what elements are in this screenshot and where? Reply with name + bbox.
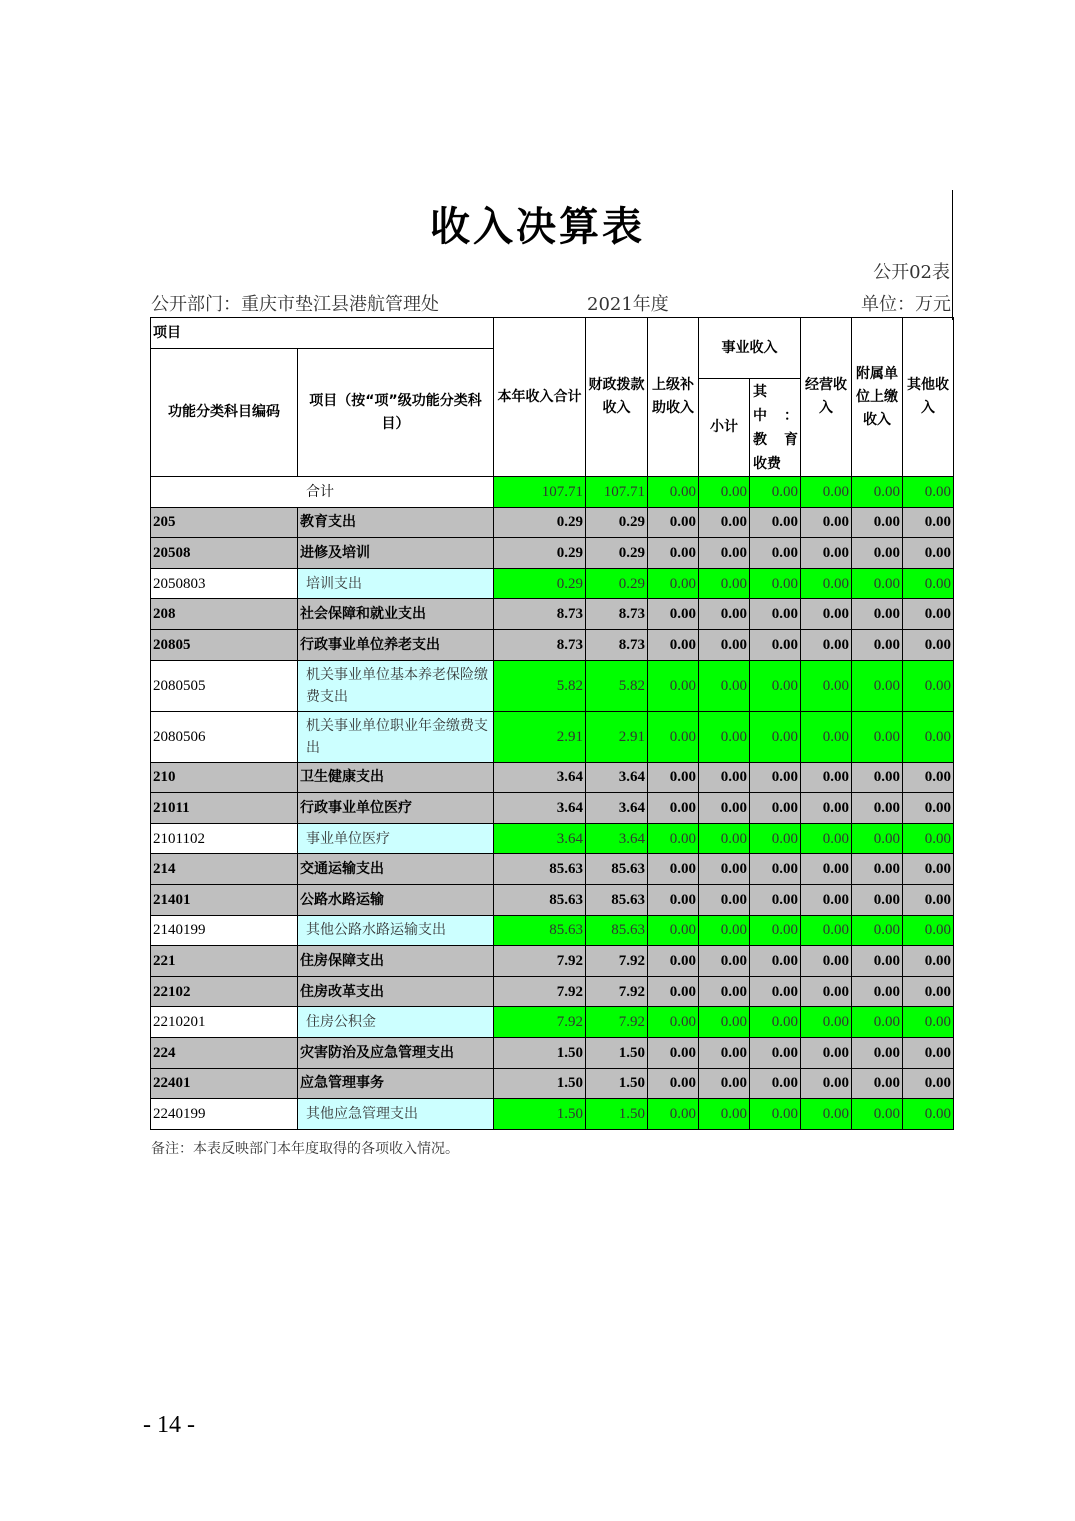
- total-value: 0.00: [801, 477, 852, 508]
- row-value: 0.00: [750, 660, 801, 711]
- page-number: - 14 -: [143, 1412, 195, 1438]
- row-value: 0.00: [801, 1037, 852, 1068]
- row-value: 0.00: [648, 538, 699, 569]
- row-value: 0.00: [801, 1099, 852, 1130]
- department: 公开部门：重庆市垫江县港航管理处: [151, 294, 439, 315]
- row-value: 0.00: [699, 793, 750, 824]
- row-value: 0.00: [648, 1068, 699, 1099]
- report-year: 2021年度: [587, 294, 669, 315]
- row-code: 22401: [151, 1068, 298, 1099]
- row-value: 0.00: [699, 915, 750, 946]
- row-code: 210: [151, 762, 298, 793]
- row-value: 0.00: [903, 599, 954, 630]
- header-other: 其他收入: [903, 318, 954, 477]
- row-value: 0.00: [852, 1037, 903, 1068]
- header-superior: 上级补助收入: [648, 318, 699, 477]
- row-value: 0.00: [801, 915, 852, 946]
- row-value: 0.00: [648, 660, 699, 711]
- row-value: 0.00: [852, 915, 903, 946]
- row-name: 培训支出: [298, 568, 494, 599]
- table-row: [151, 538, 954, 569]
- row-code: 22102: [151, 976, 298, 1007]
- row-value: 0.00: [903, 711, 954, 762]
- row-value: 0.00: [750, 1037, 801, 1068]
- table-row: [151, 507, 954, 538]
- row-value: 8.73: [586, 599, 648, 630]
- header-edu-2a: 中: [753, 407, 767, 424]
- header-edu-fee: [750, 379, 801, 477]
- row-value: 0.00: [750, 629, 801, 660]
- row-name: 应急管理事务: [298, 1068, 494, 1099]
- row-value: 1.50: [494, 1068, 586, 1099]
- row-name: 社会保障和就业支出: [298, 599, 494, 630]
- row-name: 公路水路运输: [298, 884, 494, 915]
- row-value: 8.73: [494, 629, 586, 660]
- income-table: [150, 317, 954, 1130]
- row-value: 0.00: [750, 599, 801, 630]
- row-value: 7.92: [494, 946, 586, 977]
- row-name: 行政事业单位医疗: [298, 793, 494, 824]
- row-value: 0.00: [699, 538, 750, 569]
- table-row: [151, 946, 954, 977]
- row-value: 85.63: [494, 915, 586, 946]
- row-value: 0.00: [648, 1007, 699, 1038]
- row-code: 2210201: [151, 1007, 298, 1038]
- row-name: 卫生健康支出: [298, 762, 494, 793]
- row-code: 2080506: [151, 711, 298, 762]
- row-value: 0.00: [801, 629, 852, 660]
- row-value: 1.50: [586, 1037, 648, 1068]
- table-row: [151, 884, 954, 915]
- row-value: 0.00: [699, 884, 750, 915]
- row-name: 其他应急管理支出: [298, 1099, 494, 1130]
- row-value: 0.00: [648, 507, 699, 538]
- row-value: 0.00: [699, 599, 750, 630]
- row-value: 0.00: [801, 1007, 852, 1038]
- table-number: 公开02表: [873, 262, 950, 283]
- row-value: 2.91: [586, 711, 648, 762]
- header-edu-3b: 育: [784, 431, 798, 448]
- table-row: [151, 976, 954, 1007]
- row-value: 0.00: [648, 711, 699, 762]
- row-value: 0.00: [852, 946, 903, 977]
- row-value: 0.00: [750, 507, 801, 538]
- row-value: 0.00: [903, 1099, 954, 1130]
- row-value: 0.00: [648, 976, 699, 1007]
- row-code: 205: [151, 507, 298, 538]
- row-value: 0.00: [750, 915, 801, 946]
- row-value: 5.82: [586, 660, 648, 711]
- row-code: 2080505: [151, 660, 298, 711]
- row-value: 0.00: [648, 629, 699, 660]
- row-value: 85.63: [494, 854, 586, 885]
- row-value: 0.00: [648, 946, 699, 977]
- row-name: 事业单位医疗: [298, 823, 494, 854]
- row-value: 0.00: [852, 538, 903, 569]
- header-edu-2: [753, 404, 798, 428]
- row-value: 0.00: [750, 854, 801, 885]
- table-row: [151, 660, 954, 711]
- row-value: 0.00: [648, 1099, 699, 1130]
- row-value: 0.00: [903, 538, 954, 569]
- row-value: 1.50: [494, 1037, 586, 1068]
- row-value: 3.64: [494, 823, 586, 854]
- total-value: 0.00: [903, 477, 954, 508]
- row-code: 224: [151, 1037, 298, 1068]
- row-value: 0.00: [903, 762, 954, 793]
- row-value: 0.00: [801, 854, 852, 885]
- header-edu-1: 其: [753, 383, 767, 400]
- row-value: 0.00: [750, 1007, 801, 1038]
- header-operating: 经营收入: [801, 318, 852, 477]
- row-value: 0.29: [586, 538, 648, 569]
- row-value: 0.00: [648, 884, 699, 915]
- row-value: 3.64: [586, 823, 648, 854]
- table-row: [151, 762, 954, 793]
- row-value: 0.00: [699, 660, 750, 711]
- total-value: 107.71: [494, 477, 586, 508]
- row-value: 0.00: [699, 711, 750, 762]
- table-row: [151, 1099, 954, 1130]
- row-code: 20508: [151, 538, 298, 569]
- table-row: [151, 629, 954, 660]
- row-value: 0.00: [699, 854, 750, 885]
- row-value: 0.00: [852, 629, 903, 660]
- row-value: 0.00: [699, 568, 750, 599]
- row-value: 3.64: [494, 762, 586, 793]
- row-value: 0.00: [699, 823, 750, 854]
- row-value: 0.00: [801, 599, 852, 630]
- row-value: 0.00: [852, 1007, 903, 1038]
- row-value: 3.64: [494, 793, 586, 824]
- row-value: 0.00: [852, 711, 903, 762]
- header-business: 事业收入: [699, 318, 801, 379]
- total-row: [151, 477, 954, 508]
- row-value: 0.00: [648, 762, 699, 793]
- row-name: 住房保障支出: [298, 946, 494, 977]
- row-value: 0.00: [648, 793, 699, 824]
- row-value: 0.29: [494, 568, 586, 599]
- row-value: 0.00: [852, 976, 903, 1007]
- row-code: 2101102: [151, 823, 298, 854]
- row-value: 1.50: [586, 1099, 648, 1130]
- row-value: 0.00: [699, 1007, 750, 1038]
- row-name: 机关事业单位基本养老保险缴费支出: [298, 660, 494, 711]
- row-value: 0.00: [903, 629, 954, 660]
- total-value: 0.00: [699, 477, 750, 508]
- row-value: 0.00: [852, 1068, 903, 1099]
- row-value: 0.00: [852, 660, 903, 711]
- table-row: [151, 568, 954, 599]
- row-name: 教育支出: [298, 507, 494, 538]
- row-value: 0.00: [903, 823, 954, 854]
- row-value: 0.00: [699, 1099, 750, 1130]
- row-value: 0.00: [903, 1037, 954, 1068]
- header-project: 项目: [151, 318, 494, 349]
- row-code: 2050803: [151, 568, 298, 599]
- row-value: 0.00: [801, 660, 852, 711]
- row-value: 5.82: [494, 660, 586, 711]
- row-value: 0.00: [801, 538, 852, 569]
- row-value: 0.00: [852, 823, 903, 854]
- row-value: 0.00: [852, 507, 903, 538]
- row-name: 机关事业单位职业年金缴费支出: [298, 711, 494, 762]
- row-value: 85.63: [586, 915, 648, 946]
- row-value: 0.00: [801, 976, 852, 1007]
- row-value: 7.92: [586, 1007, 648, 1038]
- row-name: 交通运输支出: [298, 854, 494, 885]
- header-affiliated: 附属单位上缴收入: [852, 318, 903, 477]
- row-value: 7.92: [494, 976, 586, 1007]
- row-value: 85.63: [586, 884, 648, 915]
- header-total: 本年收入合计: [494, 318, 586, 477]
- row-value: 0.00: [750, 762, 801, 793]
- row-code: 2140199: [151, 915, 298, 946]
- row-value: 7.92: [494, 1007, 586, 1038]
- row-value: 0.00: [852, 854, 903, 885]
- row-value: 0.00: [750, 1068, 801, 1099]
- row-value: 0.00: [801, 762, 852, 793]
- table-row: [151, 1007, 954, 1038]
- row-value: 0.00: [648, 823, 699, 854]
- row-value: 1.50: [586, 1068, 648, 1099]
- row-name: 住房公积金: [298, 1007, 494, 1038]
- row-value: 0.00: [903, 660, 954, 711]
- header-edu-2b: ：: [784, 407, 798, 424]
- table-row: [151, 599, 954, 630]
- row-value: 0.00: [852, 884, 903, 915]
- row-value: 0.00: [648, 915, 699, 946]
- row-value: 0.00: [852, 599, 903, 630]
- row-code: 21401: [151, 884, 298, 915]
- row-name: 行政事业单位养老支出: [298, 629, 494, 660]
- row-value: 0.00: [852, 568, 903, 599]
- meta-row: [151, 290, 951, 314]
- row-value: 0.00: [903, 793, 954, 824]
- table-row: [151, 793, 954, 824]
- row-value: 0.00: [801, 793, 852, 824]
- row-value: 0.00: [801, 507, 852, 538]
- row-value: 7.92: [586, 946, 648, 977]
- row-value: 0.00: [750, 568, 801, 599]
- row-value: 3.64: [586, 793, 648, 824]
- row-value: 0.00: [801, 568, 852, 599]
- row-name: 灾害防治及应急管理支出: [298, 1037, 494, 1068]
- row-value: 0.00: [903, 1068, 954, 1099]
- row-value: 0.00: [750, 823, 801, 854]
- row-value: 0.00: [903, 976, 954, 1007]
- row-value: 85.63: [494, 884, 586, 915]
- table-row: [151, 1068, 954, 1099]
- row-value: 3.64: [586, 762, 648, 793]
- header-subtotal: 小计: [699, 379, 750, 477]
- row-value: 0.00: [699, 946, 750, 977]
- row-value: 0.00: [750, 976, 801, 1007]
- row-name: 进修及培训: [298, 538, 494, 569]
- row-code: 20805: [151, 629, 298, 660]
- total-value: 0.00: [648, 477, 699, 508]
- row-name: 其他公路水路运输支出: [298, 915, 494, 946]
- row-value: 0.00: [801, 823, 852, 854]
- row-code: 214: [151, 854, 298, 885]
- row-value: 0.00: [750, 711, 801, 762]
- header-edu-3: [753, 428, 798, 452]
- row-value: 2.91: [494, 711, 586, 762]
- footnote: 备注：本表反映部门本年度取得的各项收入情况。: [151, 1141, 459, 1157]
- row-value: 0.00: [648, 599, 699, 630]
- header-code: 功能分类科目编码: [151, 349, 298, 477]
- row-value: 0.00: [648, 1037, 699, 1068]
- row-code: 2240199: [151, 1099, 298, 1130]
- row-value: 0.00: [903, 854, 954, 885]
- row-value: 0.00: [648, 854, 699, 885]
- row-value: 0.29: [586, 507, 648, 538]
- total-value: 0.00: [750, 477, 801, 508]
- row-value: 0.00: [750, 1099, 801, 1130]
- row-value: 0.29: [586, 568, 648, 599]
- row-value: 1.50: [494, 1099, 586, 1130]
- unit-label: 单位：万元: [861, 294, 951, 315]
- row-value: 0.00: [852, 793, 903, 824]
- total-label: 合计: [151, 477, 494, 508]
- table-row: [151, 711, 954, 762]
- row-value: 0.29: [494, 538, 586, 569]
- row-value: 0.00: [648, 568, 699, 599]
- row-value: 0.29: [494, 507, 586, 538]
- row-value: 0.00: [750, 793, 801, 824]
- total-value: 0.00: [852, 477, 903, 508]
- row-value: 0.00: [852, 762, 903, 793]
- row-value: 0.00: [801, 884, 852, 915]
- table-row: [151, 823, 954, 854]
- row-value: 0.00: [903, 946, 954, 977]
- row-value: 0.00: [903, 915, 954, 946]
- row-value: 0.00: [801, 946, 852, 977]
- header-name: 项目（按“项”级功能分类科目）: [298, 349, 494, 477]
- row-value: 0.00: [699, 507, 750, 538]
- row-code: 21011: [151, 793, 298, 824]
- row-value: 0.00: [750, 538, 801, 569]
- row-value: 0.00: [750, 884, 801, 915]
- row-value: 0.00: [699, 1037, 750, 1068]
- row-value: 85.63: [586, 854, 648, 885]
- row-value: 8.73: [494, 599, 586, 630]
- row-value: 0.00: [699, 629, 750, 660]
- row-value: 0.00: [699, 762, 750, 793]
- row-value: 0.00: [903, 507, 954, 538]
- row-value: 0.00: [801, 1068, 852, 1099]
- row-name: 住房改革支出: [298, 976, 494, 1007]
- table-row: [151, 854, 954, 885]
- row-value: 0.00: [903, 568, 954, 599]
- row-value: 0.00: [903, 1007, 954, 1038]
- page-title: 收入决算表: [430, 203, 645, 250]
- row-value: 0.00: [699, 976, 750, 1007]
- total-value: 107.71: [586, 477, 648, 508]
- row-value: 0.00: [699, 1068, 750, 1099]
- row-value: 0.00: [852, 1099, 903, 1130]
- row-value: 8.73: [586, 629, 648, 660]
- row-value: 7.92: [586, 976, 648, 1007]
- row-code: 221: [151, 946, 298, 977]
- header-fiscal: 财政拨款收入: [586, 318, 648, 477]
- table-row: [151, 915, 954, 946]
- row-value: 0.00: [750, 946, 801, 977]
- header-edu-3a: 教: [753, 431, 767, 448]
- table-row: [151, 1037, 954, 1068]
- row-value: 0.00: [903, 884, 954, 915]
- header-edu-4: 收费: [753, 455, 781, 472]
- row-value: 0.00: [801, 711, 852, 762]
- row-code: 208: [151, 599, 298, 630]
